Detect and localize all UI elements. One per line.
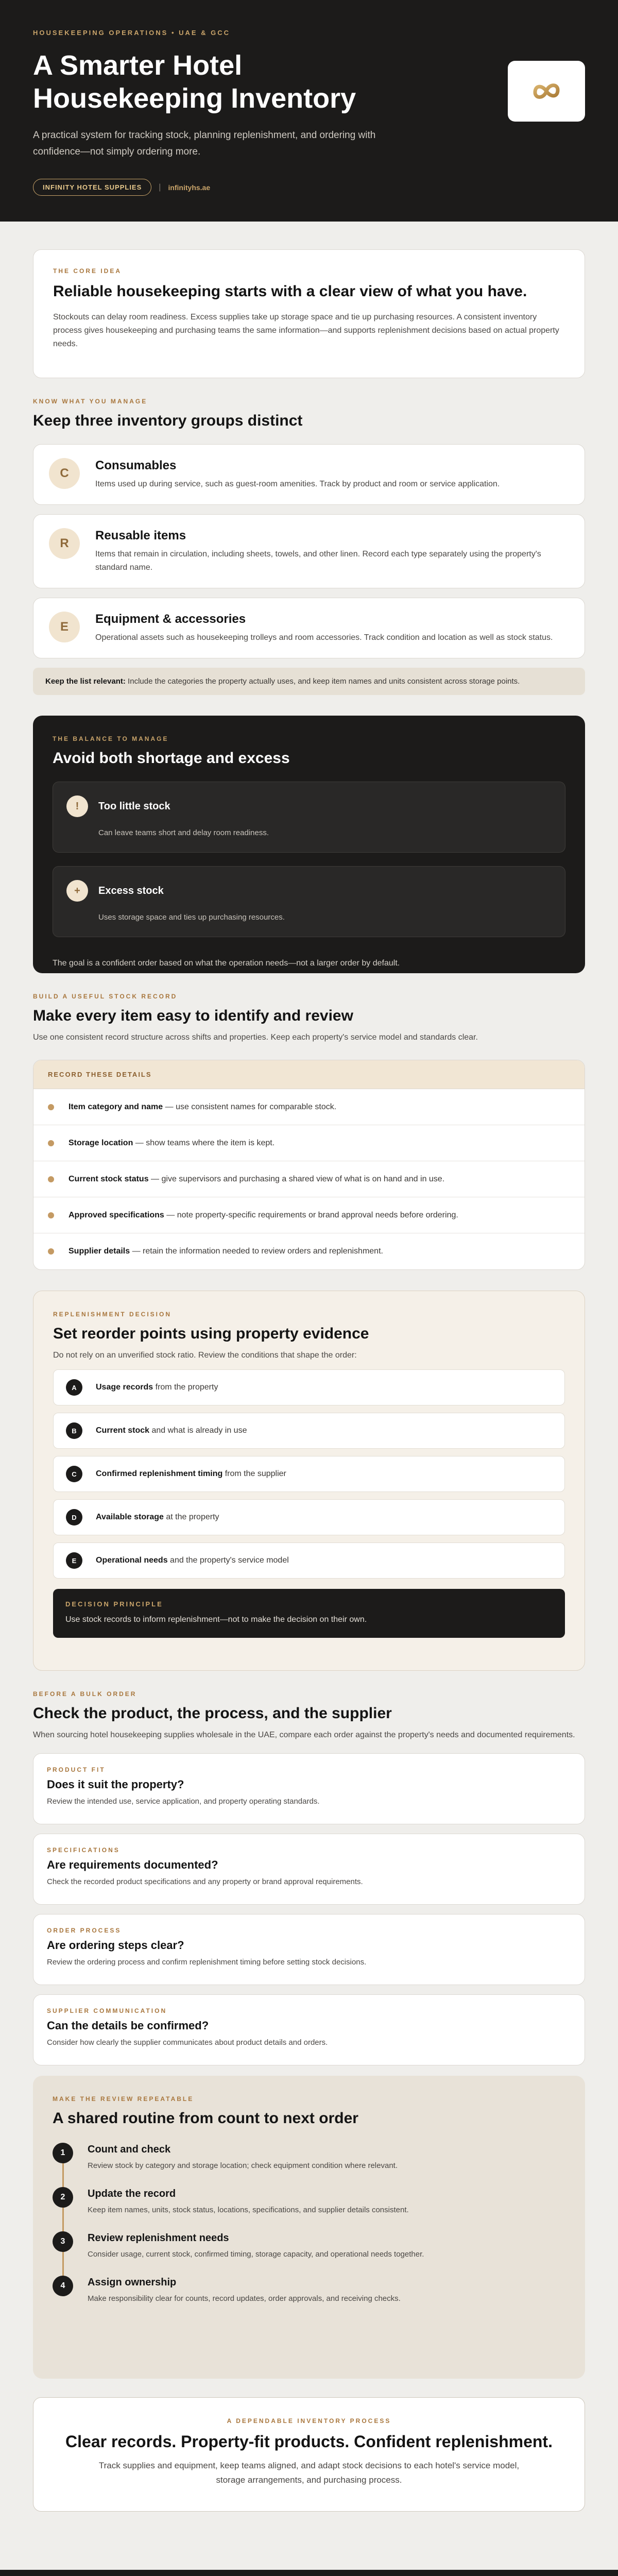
final-body: Track supplies and equipment, keep teams aligned, and adapt stock decisions to each hotel's service model, storage arrangements, and purchasing process. — [98, 2461, 520, 2485]
step-badge: E — [66, 1552, 82, 1569]
core-kicker: THE CORE IDEA — [53, 267, 122, 275]
balance-card-shortage — [53, 782, 565, 853]
hero-eyebrow: HOUSEKEEPING OPERATIONS • UAE & GCC — [33, 29, 231, 37]
step-label: Current stock — [96, 1426, 150, 1435]
check-kicker: PRODUCT FIT — [47, 1766, 106, 1773]
core-title: Reliable housekeeping starts with a clear view of what you have. — [53, 283, 527, 300]
relevance-note — [33, 668, 585, 695]
step-body: from the property — [153, 1383, 218, 1392]
step-label: Usage records — [96, 1383, 153, 1392]
record-item-body: — show teams where the item is kept. — [133, 1138, 275, 1147]
groups-kicker: KNOW WHAT YOU MANAGE — [33, 398, 148, 405]
group-card-reusable — [33, 514, 585, 588]
step-number: 3 — [53, 2231, 73, 2252]
group-card-consumables — [33, 444, 585, 505]
check-kicker: SUPPLIER COMMUNICATION — [47, 2007, 167, 2014]
step-badge: A — [66, 1379, 82, 1396]
check-title: Are ordering steps clear? — [47, 1939, 184, 1952]
check-title: Are requirements documented? — [47, 1858, 218, 1871]
page-footer — [0, 2570, 618, 2576]
check-kicker: ORDER PROCESS — [47, 1927, 122, 1934]
bullet-dot-icon — [48, 1248, 54, 1255]
decision-principle — [53, 1589, 565, 1638]
brand-logo — [508, 61, 585, 122]
check-card-supplier-communication — [33, 1994, 585, 2065]
check-body: Consider how clearly the supplier communicates about product details and orders. — [47, 2038, 328, 2047]
list-item — [33, 1197, 585, 1233]
site-link[interactable]: infinityhs.ae — [168, 183, 211, 192]
brand-pill: INFINITY HOTEL SUPPLIES — [33, 179, 151, 196]
step-body: and what is already in use — [149, 1426, 247, 1435]
bullet-dot-icon — [48, 1104, 54, 1110]
bullet-dot-icon — [48, 1176, 54, 1182]
check-title: Can the details be confirmed? — [47, 2019, 209, 2032]
record-details-header: RECORD THESE DETAILS — [33, 1060, 585, 1089]
group-badge: C — [49, 458, 80, 489]
step-connector — [62, 2252, 64, 2277]
record-kicker: BUILD A USEFUL STOCK RECORD — [33, 993, 178, 1000]
reorder-step — [53, 1413, 565, 1449]
balance-card-body: Can leave teams short and delay room readiness. — [98, 828, 269, 837]
routine-step — [53, 2276, 565, 2306]
bulk-kicker: BEFORE A BULK ORDER — [33, 1690, 137, 1698]
record-item-body: — note property-specific requirements or brand approval needs before ordering. — [164, 1210, 458, 1219]
group-badge: R — [49, 528, 80, 559]
reorder-section — [33, 1291, 585, 1671]
step-badge: D — [66, 1509, 82, 1526]
check-card-specifications — [33, 1834, 585, 1905]
record-lead: Use one consistent record structure across shifts and properties. Keep each property's service model and standards clear. — [33, 1033, 478, 1042]
bullet-dot-icon — [48, 1140, 54, 1146]
balance-card-body: Uses storage space and ties up purchasing resources. — [98, 913, 285, 922]
step-badge: C — [66, 1466, 82, 1482]
balance-section — [33, 716, 585, 973]
balance-card-excess — [53, 866, 565, 937]
hero-header — [0, 0, 618, 222]
principle-body: Use stock records to inform replenishment—not to make the decision on their own. — [65, 1615, 367, 1624]
group-title: Reusable items — [95, 529, 186, 543]
routine-step — [53, 2231, 565, 2261]
step-body: at the property — [163, 1513, 219, 1521]
reorder-step — [53, 1543, 565, 1579]
list-item — [33, 1161, 585, 1197]
routine-kicker: MAKE THE REVIEW REPEATABLE — [53, 2095, 194, 2103]
step-label: Operational needs — [96, 1556, 168, 1565]
balance-card-title: Excess stock — [98, 885, 164, 896]
step-number: 4 — [53, 2276, 73, 2296]
group-title: Equipment & accessories — [95, 612, 246, 626]
bulk-lead: When sourcing hotel housekeeping supplies wholesale in the UAE, compare each order against the property's needs and documented requirements. — [33, 1731, 575, 1739]
reorder-step — [53, 1456, 565, 1492]
routine-step-title: Count and check — [88, 2144, 171, 2155]
list-item — [33, 1089, 585, 1125]
group-title: Consumables — [95, 459, 177, 472]
group-badge: E — [49, 612, 80, 642]
bulk-order-section — [33, 1690, 585, 2065]
balance-kicker: THE BALANCE TO MANAGE — [53, 735, 169, 742]
record-item-body: — retain the information needed to review orders and replenishment. — [130, 1247, 383, 1256]
check-body: Review the ordering process and confirm replenishment timing before setting stock decisions. — [47, 1958, 367, 1967]
balance-closing: The goal is a confident order based on what the operation needs—not a larger order by default. — [53, 959, 400, 968]
reorder-lead: Do not rely on an unverified stock ratio. Review the conditions that shape the order: — [53, 1351, 357, 1360]
record-details-card — [33, 1060, 585, 1270]
inventory-groups-section — [33, 398, 585, 695]
record-item-label: Approved specifications — [68, 1210, 164, 1219]
step-connector — [62, 2163, 64, 2188]
plus-icon: + — [66, 880, 88, 902]
principle-kicker: DECISION PRINCIPLE — [65, 1600, 163, 1608]
check-card-product-fit — [33, 1753, 585, 1824]
check-title: Does it suit the property? — [47, 1778, 184, 1791]
routine-step-title: Update the record — [88, 2188, 176, 2199]
step-number: 2 — [53, 2187, 73, 2208]
groups-title: Keep three inventory groups distinct — [33, 412, 303, 429]
check-kicker: SPECIFICATIONS — [47, 1846, 120, 1854]
hero-subtitle: A practical system for tracking stock, planning replenishment, and ordering with confidence—not simply ordering more. — [33, 130, 376, 157]
step-body: from the supplier — [222, 1469, 286, 1478]
note-label: Keep the list relevant: — [45, 677, 126, 686]
balance-title: Avoid both shortage and excess — [53, 750, 290, 767]
group-body: Items that remain in circulation, including sheets, towels, and other linen. Record each type separately using the property's standard name. — [95, 550, 541, 572]
note-body: Include the categories the property actually uses, and keep item names and units consistent across storage points. — [125, 677, 520, 686]
core-idea-card — [33, 249, 585, 378]
bulk-title: Check the product, the process, and the supplier — [33, 1705, 392, 1722]
routine-step-body: Make responsibility clear for counts, record updates, order approvals, and receiving checks. — [88, 2294, 401, 2303]
routine-step-body: Keep item names, units, stock status, locations, specifications, and supplier details consistent. — [88, 2206, 409, 2214]
record-item-label: Supplier details — [68, 1247, 130, 1256]
routine-step-body: Consider usage, current stock, confirmed timing, storage capacity, and operational needs together. — [88, 2250, 424, 2259]
step-badge: B — [66, 1422, 82, 1439]
record-title: Make every item easy to identify and review — [33, 1007, 353, 1024]
balance-card-title: Too little stock — [98, 800, 170, 812]
group-card-equipment — [33, 598, 585, 658]
hero-tags — [33, 179, 585, 196]
closing-card — [33, 2397, 585, 2512]
reorder-kicker: REPLENISHMENT DECISION — [53, 1311, 172, 1318]
core-body: Stockouts can delay room readiness. Excess supplies take up storage space and tie up purchasing resources. A consistent inventory process gives housekeeping and purchasing teams the same information—and supports replenishment decisions based on actual property needs. — [53, 313, 559, 348]
page-title: A Smarter Hotel Housekeeping Inventory — [33, 50, 356, 114]
final-kicker: A DEPENDABLE INVENTORY PROCESS — [227, 2417, 391, 2425]
routine-section — [33, 2076, 585, 2379]
bulk-checks — [33, 1753, 585, 2065]
stock-record-section — [33, 993, 585, 1270]
step-label: Confirmed replenishment timing — [96, 1469, 223, 1478]
step-body: and the property's service model — [167, 1556, 289, 1565]
step-connector — [62, 2208, 64, 2232]
routine-title: A shared routine from count to next order — [53, 2110, 358, 2127]
group-body: Operational assets such as housekeeping trolleys and room accessories. Track condition and location as well as stock status. — [95, 633, 553, 642]
check-body: Check the recorded product specifications and any property or brand approval requirements. — [47, 1877, 363, 1886]
reorder-title: Set reorder points using property evidence — [53, 1325, 369, 1342]
list-item — [33, 1125, 585, 1161]
check-card-order-process — [33, 1914, 585, 1985]
step-number: 1 — [53, 2143, 73, 2163]
record-item-label: Item category and name — [68, 1102, 163, 1111]
reorder-step — [53, 1499, 565, 1535]
routine-step-title: Review replenishment needs — [88, 2232, 229, 2244]
bullet-dot-icon — [48, 1212, 54, 1218]
reorder-step — [53, 1369, 565, 1405]
final-title: Clear records. Property-fit products. Confident replenishment. — [65, 2432, 553, 2451]
check-body: Review the intended use, service application, and property operating standards. — [47, 1797, 320, 1806]
record-item-label: Storage location — [68, 1138, 133, 1147]
warning-icon: ! — [66, 795, 88, 817]
routine-step — [53, 2187, 565, 2217]
list-item — [33, 1233, 585, 1269]
routine-step — [53, 2143, 565, 2173]
groups-list — [33, 444, 585, 658]
group-body: Items used up during service, such as guest-room amenities. Track by product and room or service application. — [95, 480, 500, 488]
record-item-body: — use consistent names for comparable stock. — [163, 1102, 337, 1111]
record-item-body: — give supervisors and purchasing a shared view of what is on hand and in use. — [148, 1174, 445, 1183]
routine-step-title: Assign ownership — [88, 2277, 177, 2288]
record-item-label: Current stock status — [68, 1174, 149, 1183]
routine-step-body: Review stock by category and storage location; check equipment condition where relevant. — [88, 2161, 398, 2170]
tag-separator: | — [159, 182, 161, 192]
step-label: Available storage — [96, 1513, 164, 1521]
infinity-logo-icon — [528, 73, 564, 109]
